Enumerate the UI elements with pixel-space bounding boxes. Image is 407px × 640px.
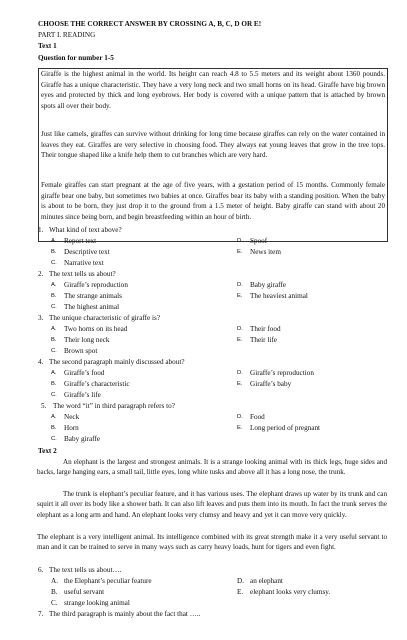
text2-label: Text 2 [38,447,57,455]
option-letter-a: A. [51,238,57,244]
option-letter-e: E. [237,249,243,255]
text2-paragraph-1: An elephant is the largest and strongest animals. It is a strange looking animal with its thick legs, huge sides and backs, large hanging ears, a small tail, little eyes, long white tusks and above all it has a long nose, the trunk. [37,458,387,477]
option-d[interactable]: Their food [250,325,281,333]
option-letter-b: B. [51,293,57,299]
text2-paragraph-2: The trunk is elephant’s peculiar feature, and it has various uses. The elephant draws up water by its trunk and can squirt it all over its body like a shower bath. It can also lift leaves and puts them into its mouth. In fact the trunk serves the elephant as a long arm and hand. An elephant looks very clumsy and heavy and yet it can move very quickly. [37,490,387,519]
option-letter-e: E. [237,337,243,343]
option-c[interactable]: Baby giraffe [64,435,100,443]
question-number: 1. [38,226,44,234]
text1-paragraph-1: Giraffe is the highest animal in the world. Its height can reach 4.8 to 5.5 meters and its weight about 1360 pounds. Giraffe has a unique characteristic. They have a very long neck and two small horns on its head. Giraffe have big brown eyes and protected by thick and long eyebrows. Her body is covered with a unique pattern that is attached by brown spots all over their body. [41,70,385,110]
part-label: PART I. READING [38,31,96,39]
option-e[interactable]: Their life [250,336,277,344]
question-text: The word “it” in third paragraph refers to? [53,402,175,410]
question-number: 3. [38,314,44,322]
option-letter-b: B. [51,588,58,596]
option-d[interactable]: Giraffe’s reproduction [250,369,314,377]
option-letter-e: E. [237,425,243,431]
text1-label: Text 1 [38,42,57,50]
option-e[interactable]: The heaviest animal [250,292,308,300]
question-text: The text tells us about…. [49,566,122,574]
option-b[interactable]: Horn [64,424,79,432]
option-letter-c: C. [51,348,57,354]
option-d[interactable]: an elephant [250,577,283,585]
option-a[interactable]: Two horns on its head [64,325,128,333]
question-text: The unique characteristic of giraffe is? [49,314,161,322]
option-letter-a: A. [51,577,58,585]
option-letter-d: D. [237,414,243,420]
option-a[interactable]: Report text [64,237,97,245]
text1-paragraph-2: Just like camels, giraffes can survive without drinking for long time because giraffes can rely on the water contained in leaves they eat. Giraffes are very selective in choosing food. They always eat young leaves that grow in the tree tops. Their tongue shaped like a knife help them to cut branches which are very hard. [41,130,385,160]
option-b[interactable]: useful servant [64,588,105,596]
question-text: What kind of text above? [49,226,122,234]
option-letter-c: C. [51,260,57,266]
option-letter-e: E. [237,293,243,299]
option-d[interactable]: Spoof [250,237,268,245]
question-number: 5. [41,402,47,410]
option-letter-c: C. [51,436,57,442]
option-letter-d: D. [237,238,243,244]
question-text: The text tells us about? [49,270,116,278]
option-d[interactable]: Food [250,413,265,421]
option-d[interactable]: Baby giraffe [250,281,286,289]
option-letter-b: B. [51,425,57,431]
option-letter-b: B. [51,249,57,255]
question-text: The second paragraph mainly discussed about? [49,358,185,366]
option-letter-c: C. [51,304,57,310]
instruction-heading: CHOOSE THE CORRECT ANSWER BY CROSSING A, B, C, D OR E! [38,20,262,28]
option-e[interactable]: Giraffe’s baby [250,380,292,388]
option-letter-a: A. [51,414,57,420]
option-b[interactable]: Descriptive text [64,248,110,256]
option-b[interactable]: The strange animals [64,292,122,300]
option-c[interactable]: Giraffe’s life [64,391,101,399]
option-letter-a: A. [51,326,57,332]
question-range-label: Question for number 1-5 [38,54,114,62]
option-letter-d: D. [237,370,243,376]
question-text: The third paragraph is mainly about the fact that ….. [49,610,201,618]
question-number: 2. [38,270,44,278]
option-letter-e: E. [237,588,244,596]
option-letter-b: B. [51,337,57,343]
option-c[interactable]: Brown spot [64,347,98,355]
option-letter-d: D. [237,326,243,332]
question-number: 7. [38,610,44,618]
option-e[interactable]: Long period of pregnant [250,424,321,432]
option-letter-c: C. [51,392,57,398]
question-number: 6. [38,566,44,574]
option-letter-a: A. [51,370,57,376]
option-a[interactable]: Giraffe’s reproduction [64,281,128,289]
option-c[interactable]: The highest animal [64,303,120,311]
option-letter-b: B. [51,381,57,387]
option-a[interactable]: Giraffe’s food [64,369,105,377]
option-b[interactable]: Giraffe’s characteristic [64,380,130,388]
question-number: 4. [38,358,44,366]
option-c[interactable]: Narrative text [64,259,104,267]
option-letter-a: A. [51,282,57,288]
option-a[interactable]: the Elephant’s peculiar feature [64,577,152,585]
text1-paragraph-3: Female giraffes can start pregnant at the age of five years, with a gestation period of 15 months. Commonly female giraffe bear one baby, but sometimes two babies at once. Giraffes bear its baby with a standing position. When the baby is about to be born, they just drop it to the ground from a 1.5 meter of height. Baby giraffe can stand with about 20 minutes since being born, and begin breastfeeding within an hour of birth. [41,181,385,221]
text2-paragraph-3: The elephant is a very intelligent animal. Its intelligence combined with its great strength make it a very useful servant to man and it can be trained to serve in many ways such as carry heavy loads, hunt for tigers and even fight. [37,533,387,552]
option-letter-e: E. [237,381,243,387]
option-letter-d: D. [237,282,243,288]
option-a[interactable]: Neck [64,413,80,421]
option-letter-c: C. [51,599,58,607]
option-e[interactable]: elephant looks very clumsy. [250,588,331,596]
option-b[interactable]: Their long neck [64,336,110,344]
option-letter-d: D. [237,577,244,585]
option-c[interactable]: strange looking animal [64,599,130,607]
option-e[interactable]: News item [250,248,281,256]
